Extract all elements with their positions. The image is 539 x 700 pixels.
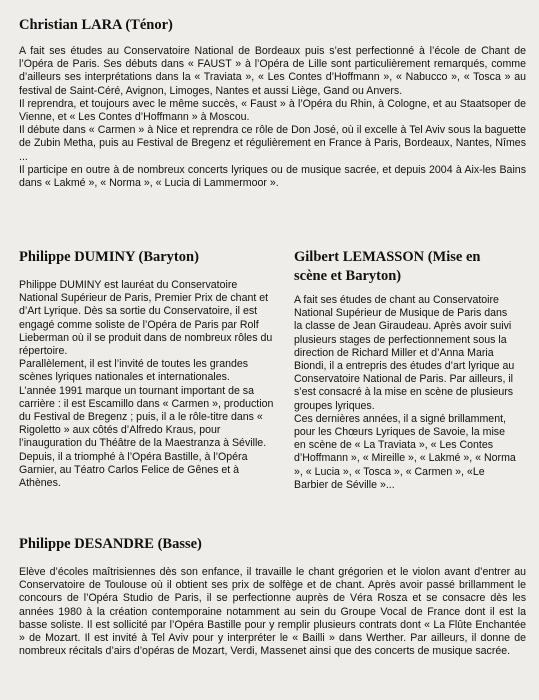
bio-philippe-desandre (19, 566, 526, 658)
bio-paragraph: A fait ses études au Conservatoire National de Bordeaux puis s’est perfectionné à l’école de Chant de l’Opéra de Paris. Ses débuts dans « FAUST » à l’Opéra de Lille sont particulièrement remarqués, comme d’ailleurs ses interprétations dans la « Traviata », « Les Contes d’Hoffmann », « Nabucco », « Tosca » au festival de Saint-Céré, Avignon, Limoges, Nantes et aussi Liège, Gand ou Anvers. (19, 45, 526, 97)
bio-gilbert-lemasson (294, 294, 516, 492)
bio-paragraph: Elève d’écoles maîtrisiennes dès son enfance, il travaille le chant grégorien et le violon avant d’entrer au Conservatoire de Toulouse où il obtient ses prix de solfège et de chant. Après avoir passé brillamment le concours de l’Opéra Studio de Paris, il se perfectionne auprès de Véra Rosza et se consacre dès les années 1980 à la création contemporaine notamment au sein du Groupe Vocal de France dont il est la basse soliste. Il est sollicité par l’Opéra Bastille pour y remplir plusieurs contrats dont « La Flûte Enchantée » de Mozart. Il est invité à Tel Aviv pour y interpréter le « Bailli » dans Werther. Par ailleurs, il donne de nombreux récitals d’airs d’opéras de Mozart, Verdi, Massenet ainsi que des concerts de musique sacrée. (19, 566, 526, 658)
heading-philippe-desandre: Philippe DESANDRE (Basse) (19, 536, 202, 552)
bio-paragraph: Ces dernières années, il a signé brillamment, pour les Chœurs Lyriques de Savoie, la mise en scène de « La Traviata », « Les Contes d’Hoffmann », « Mireille », « Lakmé », « Norma », « Lucia », « Tosca », « Carmen », «Le Barbier de Séville »... (294, 412, 516, 491)
bio-christian-lara (19, 45, 526, 190)
bio-paragraph: Il participe en outre à de nombreux concerts lyriques ou de musique sacrée, et depuis 2004 à Aix-les Bains dans « Lakmé », « Norma », « Lucia di Lammermoor ». (19, 163, 526, 190)
bio-paragraph: Il reprendra, et toujours avec le même succès, « Faust » à l’Opéra du Rhin, à Cologne, et au Staatsoper de Vienne, et « Les Contes d’Hoffmann » à Moscou. (19, 97, 526, 124)
bio-paragraph: Parallèlement, il est l’invité de toutes les grandes scènes lyriques nationales et internationales. (19, 358, 249, 384)
heading-christian-lara: Christian LARA (Ténor) (19, 17, 173, 33)
bio-paragraph: A fait ses études de chant au Conservatoire National Supérieur de Musique de Paris dans la classe de Jean Giraudeau. Après avoir suivi plusieurs stages de perfectionnement sous la direction de Richard Miller et d’Anna Maria Biondi, il a entrepris des études d’art lyrique au Conservatoire National de Paris. Par ailleurs, il s’est consacré à la mise en scène de plusieurs groupes lyriques. (294, 294, 515, 412)
bio-paragraph: Il débute dans « Carmen » à Nice et reprendra ce rôle de Don José, où il excelle à Tel Aviv sous la baguette de Zubin Metha, puis au Festival de Bregenz et régulièrement en France à Paris, Bordeaux, Nantes, Nîmes ... (19, 124, 526, 163)
bio-paragraph: Depuis, il a triomphé à l’Opéra Bastille, à l’Opéra Garnier, au Téatro Carlos Felice de Gênes et à Athènes. (19, 450, 248, 490)
heading-gilbert-lemasson: Gilbert LEMASSON (Mise en scène et Baryton) (294, 249, 481, 284)
heading-philippe-duminy: Philippe DUMINY (Baryton) (19, 249, 199, 265)
bio-philippe-duminy (19, 279, 275, 490)
bio-paragraph: L’année 1991 marque un tournant important de sa carrière : il est Escamillo dans « Carmen », production du Festival de Bregenz ; puis, il a le rôle-titre dans « Rigoletto » aux côtés d’Alfredo Kraus, pour l’inauguration du Théâtre de la Maestranza à Séville. (19, 384, 274, 450)
bio-paragraph: Philippe DUMINY est lauréat du Conservatoire National Supérieur de Paris, Premier Prix de chant et d’Art Lyrique. Dès sa sortie du Conservatoire, il est engagé comme soliste de l’Opéra de Paris par Rolf Lieberman où il se produit dans de nombreux rôles du répertoire. (19, 279, 273, 358)
